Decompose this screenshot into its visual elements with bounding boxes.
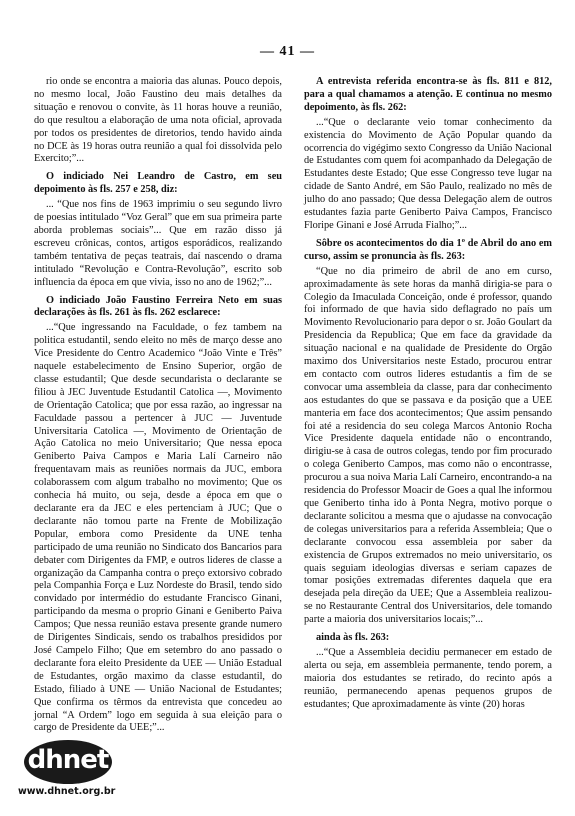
section-heading: Sôbre os acontecimentos do dia 1º de Abril do ano em curso, assim se pronuncia às fls. 263:: [304, 237, 552, 262]
right-column: [304, 76, 552, 712]
left-column: [34, 76, 282, 735]
logo-url[interactable]: www.dhnet.org.br: [18, 786, 116, 797]
paragraph: ...“Que o declarante veio tomar conhecimento da existencia do Movimento de Ação Popular quando da ocorrencia do vigégimo sexto Congresso da União Nacional de Estudantes com quem foi acompanhado da Delegação de Estudantes deste Estado; Que esse Congresso teve lugar na cidade de Santo André, em São Paulo, realizado no mês de julho do ano passado; Que dessa Delegação alem de outros estudantes fazia parte Geniberto Paiva Campos, Francisco Floripe Ginani e José Arruda Fialho;”...: [304, 116, 552, 231]
section-heading: ainda às fls. 263:: [316, 632, 390, 644]
paragraph: “Que no dia primeiro de abril de ano em curso, aproximadamente às sete horas da manhã dirigia-se para o Colegio da Imaculada Conceição, onde é professor, quando foi informado de que havia sido deflagrado no país um Movimento Revolucionario para depor o sr. João Goulart da Presidencia da Republica; Que em face da gravidade da situação nacional e na qualidade de Presidente do Orgão maximo dos Universitarios neste Estado, procurou entrar em contacto com outros lideres estudantis a fim de se convocar uma assembleia da classe, para dar conhecimento aos estudantes do que se passava e da posição que a UEE manteria em face dos acontecimentos; Que assim pensando foi até a residencia do seu colega Marcos Antonio Rocha Vice Presidente daquela entidade não o encontrando, dirigiu-se à casa de outros colegas, tendo por fim procurado o colega Geniberto Campos, mas como não o encontrasse, procurou a sua noiva Maria Lalí Carneiro, encontrando-a na residencia do Professor Moacir de Goes a qual lhe informou que Geniberto tinha ido à Ponta Negra, motivo porque o declarante solicitou a mesma que o ajudasse na convocação de colegas universitarios para a referida Assembleia; Que o declarante convocou essa assembleia por saber da existencia de Grupos extremados no meio universitario, os quais seguiam ideologias diversas e seriam capazes de tomar posições extremadas diferentes daquela que era desejada pela direção da UEE; Que a Assembleia realizou-se no Restaurante Central dos Universitarios, dele tomando parte a maioria dos universitarios locais;”...: [304, 265, 552, 626]
paragraph: rio onde se encontra a maioria das alunas. Pouco depois, no mesmo local, João Faustino deu mais detalhes da situação e renovou o convite, às 11 horas houve a reunião, do que resultou a elaboração de uma nota oficial, aprovada por todos os presidentes de diretorios, tendo havido ainda no DCE às 19 horas outra reunião a qual foi dissolvida pelo Exercito;”...: [34, 76, 282, 165]
section-heading: A entrevista referida encontra-se às fls. 811 e 812, para a qual chamamos a atenção. E continua no mesmo depoimento, às fls. 262:: [304, 76, 552, 113]
section-heading: O indiciado Nei Leandro de Castro, em seu depoimento às fls. 257 e 258, diz:: [34, 171, 282, 196]
paragraph: ... “Que nos fins de 1963 imprimiu o seu segundo livro de poesias intitulado “Voz Geral” que em sua primeira parte aborda problemas sociais”... Que em razão disso já escreveu crônicas, contos, artigos esporádicos, realizando também tentativa de peças teatrais, daí nascendo o drama intitulado “Revolução e Contra-Revolução”, escrito sob influencia da época em que vivia, isso no ano de 1962;”...: [34, 199, 282, 288]
paragraph: ...“Que ingressando na Faculdade, o fez tambem na politica estudantil, sendo eleito no mês de março desse ano Vice Presidente do Centro Academico “João Vinte e Três” naquele estabelecimento de Ensino Superior, orgão de classe estudantil; Que desde secundarista o declarante se filiou à JEC Juventude Estudantil Catolica —, Movimento de Orientação Catolica; que por essa razão, ao ingressar na Faculdade passou a pertencer à JUC — Juventude Universitaria Catolica —, Movimento de Orientação de Ação Catolica no meio Universitario; Que nessa epoca Geniberto Paiva Campos e Maria Lalí Carneiro não frequentavam mais as reuniões normais da JUC, embora colaborassem com algum trabalho no movimento; Que os conhecia há muito, ou seja, desde a época em que o declarante era da JEC e eles pertenciam à JUC; Que o declarante não tomou parte na Frente de Mobilização Popular, embora como Presidente da UNE tenha participado de uma reunião no Sindicato dos Bancarios para debater com Dirigentes da FMP, e outros lideres de classe a organização da Campanha contra o preço extorsivo cobrado pela Companhia Força e Luz Nordeste do Brasil, tendo sido convidado por intermédio do estudante Francisco Ginani, participando da mesma o proprio Ginani e Geniberto Paiva Campos; Que nessa reunião estava presente grande numero de Dirigentes Sindicais, sendo os trabalhos presididos por José Campelo Filho; Que em setembro do ano passado o declarante fora eleito Presidente da UEE — União Estadual de Estudantes, orgão maximo da classe estudantil, do Estado, filiado à UNE — União Nacional de Estudantes; Que confirma os têrmos da entrevista que concedeu ao jornal “A Ordem” logo em seguida à sua eleição para o cargo de Presidente da UEE;”...: [34, 322, 282, 734]
page-number: — 41 —: [260, 44, 315, 59]
paragraph: ...“Que a Assembleia decidiu permanecer em estado de alerta ou seja, em assembleia permanente, tendo porem, a maioria dos estudantes se retirado, do recinto após a reunião, permanecendo apenas pequenos grupos de estudantes; Que aproximadamente às vinte (20) horas: [304, 646, 552, 710]
section-heading: O indiciado João Faustino Ferreira Neto em suas declarações às fls. 261 às fls. 262 esclarece:: [34, 294, 282, 319]
dhnet-logo[interactable]: [18, 740, 148, 802]
logo-name: dhnet: [27, 745, 109, 775]
